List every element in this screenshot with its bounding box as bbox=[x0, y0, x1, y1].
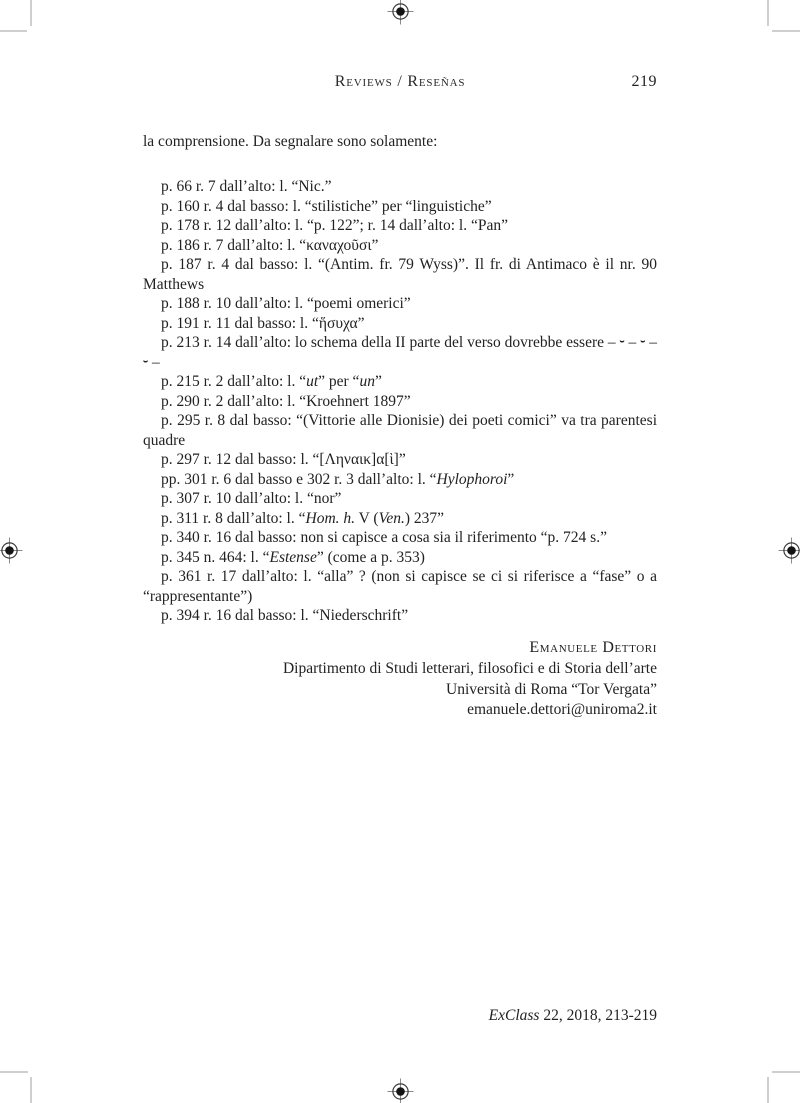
journal-title-italic: ExClass bbox=[488, 1007, 540, 1024]
list-item bbox=[143, 548, 657, 568]
crop-mark-bottom-left-horizontal bbox=[0, 1071, 28, 1073]
crop-mark-top-left-horizontal bbox=[0, 30, 27, 32]
italic-run: Hom. h. bbox=[305, 509, 356, 527]
list-item bbox=[143, 372, 657, 392]
registration-target-icon-right bbox=[778, 537, 800, 564]
list-item: p. 307 r. 10 dall’alto: l. “nor” bbox=[161, 490, 342, 507]
list-item: p. 340 r. 16 dal basso: non si capisce a cosa sia il riferimento “p. 724 s.” bbox=[161, 529, 607, 546]
list-item: p. 187 r. 4 dal basso: l. “(Antim. fr. 79 Wyss)”. Il fr. di Antimaco è il nr. 90 Matthews bbox=[143, 256, 657, 293]
crop-mark-bottom-left-vertical bbox=[30, 1077, 32, 1103]
list-item: p. 160 r. 4 dal basso: l. “stilistiche” per “linguistiche” bbox=[161, 197, 492, 215]
text-run: ” per “ bbox=[318, 373, 360, 390]
running-head bbox=[143, 73, 657, 91]
list-item: p. 394 r. 16 dal basso: l. “Niederschrift” bbox=[161, 607, 409, 624]
list-item: p. 188 r. 10 dall’alto: l. “poemi omerici” bbox=[161, 295, 411, 312]
list-item: p. 66 r. 7 dall’alto: l. “Nic.” bbox=[161, 178, 332, 195]
list-item bbox=[143, 509, 657, 529]
reviewer-email: emanuele.dettori@uniroma2.it bbox=[467, 701, 657, 719]
italic-run: Ven. bbox=[378, 509, 405, 527]
reviewer-name: Emanuele Dettori bbox=[529, 639, 657, 656]
crop-mark-bottom-right-vertical bbox=[767, 1077, 769, 1103]
text-run: ) 237” bbox=[404, 509, 444, 527]
reviewer-department: Dipartimento di Studi letterari, filosofici e di Storia dell’arte bbox=[282, 659, 657, 677]
errata-list bbox=[143, 177, 657, 626]
crop-mark-top-right-horizontal bbox=[772, 30, 800, 32]
list-item: p. 297 r. 12 dal basso: l. “[Ληναικ]α[ὶ]” bbox=[161, 451, 406, 468]
list-item: p. 178 r. 12 dall’alto: l. “p. 122”; r. 14 dall’alto: l. “Pan” bbox=[161, 217, 508, 234]
list-item: p. 186 r. 7 dall’alto: l. “καναχοῦσι” bbox=[161, 236, 379, 254]
registration-target-icon-left bbox=[0, 537, 23, 564]
italic-run: Hylophoroi bbox=[436, 470, 508, 488]
crop-mark-bottom-right-horizontal bbox=[772, 1071, 800, 1073]
list-item: p. 361 r. 17 dall’alto: l. “alla” ? (non si capisce se ci si riferisce a “fase” o a “rappresentante”) bbox=[143, 568, 657, 605]
italic-run: Estense bbox=[269, 548, 317, 566]
text-run: ” bbox=[507, 470, 515, 488]
list-item: p. 213 r. 14 dall’alto: lo schema della II parte del verso dovrebbe essere – ⏑ – ⏑ – ⏑ – bbox=[143, 334, 657, 371]
journal-citation bbox=[143, 1007, 657, 1025]
list-item: p. 191 r. 11 dal basso: l. “ἥσυχα” bbox=[161, 314, 365, 332]
citation-rest: 22, 2018, 213-219 bbox=[539, 1007, 657, 1024]
italic-run: ut bbox=[306, 373, 319, 390]
list-item: p. 290 r. 2 dall’alto: l. “Kroehnert 1897” bbox=[161, 392, 411, 410]
crop-mark-top-right-vertical bbox=[767, 0, 769, 26]
text-run: ” (come a p. 353) bbox=[316, 548, 425, 566]
italic-run: un bbox=[359, 373, 375, 390]
crop-mark-top-left-vertical bbox=[30, 0, 32, 26]
reviewer-university: Università di Roma “Tor Vergata” bbox=[446, 680, 657, 698]
registration-target-icon-bottom bbox=[387, 1078, 414, 1103]
text-run: ” bbox=[374, 373, 382, 390]
signature-block bbox=[143, 638, 657, 721]
list-item: p. 295 r. 8 dal basso: “(Vittorie alle Dionisie) dei poeti comici” va tra parentesi quadre bbox=[143, 412, 657, 449]
registration-target-icon-top bbox=[387, 0, 414, 25]
running-head-title: Reviews / Reseñas bbox=[334, 73, 466, 90]
text-run: p. 311 r. 8 dall’alto: l. “ bbox=[161, 509, 306, 527]
page-number: 219 bbox=[631, 73, 657, 90]
text-run: pp. 301 r. 6 dal basso e 302 r. 3 dall’alto: l. “ bbox=[161, 470, 437, 488]
intro-paragraph: la comprensione. Da segnalare sono solamente: bbox=[143, 133, 438, 150]
text-run: p. 215 r. 2 dall’alto: l. “ bbox=[161, 373, 307, 390]
list-item bbox=[143, 470, 657, 490]
text-run: p. 345 n. 464: l. “ bbox=[161, 548, 270, 566]
text-run: V ( bbox=[355, 509, 379, 527]
